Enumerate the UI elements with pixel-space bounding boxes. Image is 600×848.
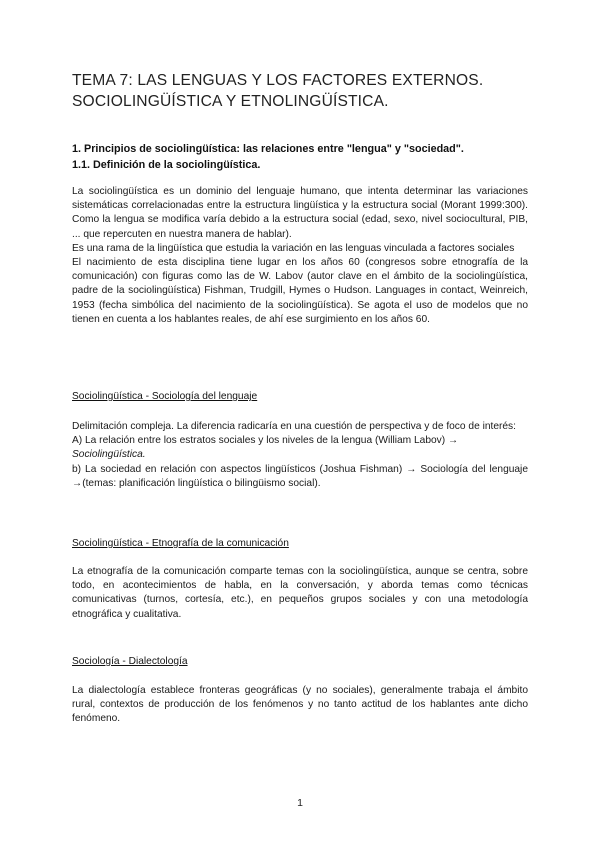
section2-paragraph-1: La etnografía de la comunicación comparte temas con la sociolingüística, aunque se centra, sobre todo, en acontecimientos de habla, en la conversación, y aborda temas como técnicas comunicativas (turnos, cortesía, etc.), en pequeños grupos sociales y con una metodología etnográfica y cualitativa.	[72, 566, 528, 620]
section1-item-a-text: A) La relación entre los estratos sociales y los niveles de la lengua (William Labov) →	[72, 435, 459, 447]
section-dialectologia-text	[72, 684, 528, 727]
intro-paragraph-2: Es una rama de la lingüística que estudia la variación en las lenguas vinculada a factores sociales	[72, 242, 515, 254]
intro-paragraph-3: El nacimiento de esta disciplina tiene lugar en los años 60 (congresos sobre etnografía de la comunicación) con figuras como las de W. Labov (autor clave en el ámbito de la sociolingüística, padre de la sociolingüística) Fishman, Trudgill, Hymes o Hudson. Languages in contact, Weinreich, 1953 (fecha simbólica del nacimiento de la sociolingüística). Se agota el uso de modelos que no tienen en cuenta a los hablantes reales, de ahí ese surgimiento en los años 60.	[72, 257, 528, 325]
intro-text	[72, 185, 528, 327]
page-number: 1	[297, 797, 303, 809]
intro-paragraph-1: La sociolingüística es un dominio del lenguaje humano, que intenta determinar las variaciones sistemáticas correlacionadas entre la estructura lingüística y la estructura social (Morant 1999:300). Como la lengua se modifica varía debido a la estructura social (edad, sexo, nivel sociocultural, PIB, ... que repercuten en nuestra manera de hablar).	[72, 186, 528, 240]
section-title-sociologia-lenguaje: Sociolingüística - Sociología del lenguaje	[72, 391, 258, 402]
page-title-line-1: TEMA 7: LAS LENGUAS Y LOS FACTORES EXTERNOS.	[72, 72, 484, 89]
page-title-line-2: SOCIOLINGÜÍSTICA Y ETNOLINGÜÍSTICA.	[72, 93, 389, 110]
page-title	[72, 70, 542, 112]
section-headings	[72, 141, 464, 173]
heading-1: 1. Principios de sociolingüística: las relaciones entre "lengua" y "sociedad".	[72, 143, 464, 155]
section1-item-a	[72, 434, 528, 462]
section3-paragraph-1: La dialectología establece fronteras geográficas (y no sociales), generalmente trabaja el ámbito rural, contextos de producción de los fenómenos y no tanto actitud de los hablantes ante dicho fenómeno.	[72, 685, 528, 725]
section-title-dialectologia: Sociología - Dialectología	[72, 656, 188, 667]
section-etnografia-comunicacion-text	[72, 565, 528, 622]
section1-item-b: b) La sociedad en relación con aspectos lingüísticos (Joshua Fishman) → Sociología del lenguaje →(temas: planificación lingüística o bilingüismo social).	[72, 463, 528, 489]
section1-paragraph-1: Delimitación compleja. La diferencia radicaría en una cuestión de perspectiva y de foco de interés:	[72, 421, 516, 432]
section-title-etnografia-comunicacion: Sociolingüística - Etnografía de la comunicación	[72, 538, 289, 549]
heading-1-1: 1.1. Definición de la sociolingüística.	[72, 159, 261, 171]
section-sociologia-lenguaje-text	[72, 420, 528, 491]
section1-item-a-italic: Sociolingüística.	[72, 449, 146, 461]
